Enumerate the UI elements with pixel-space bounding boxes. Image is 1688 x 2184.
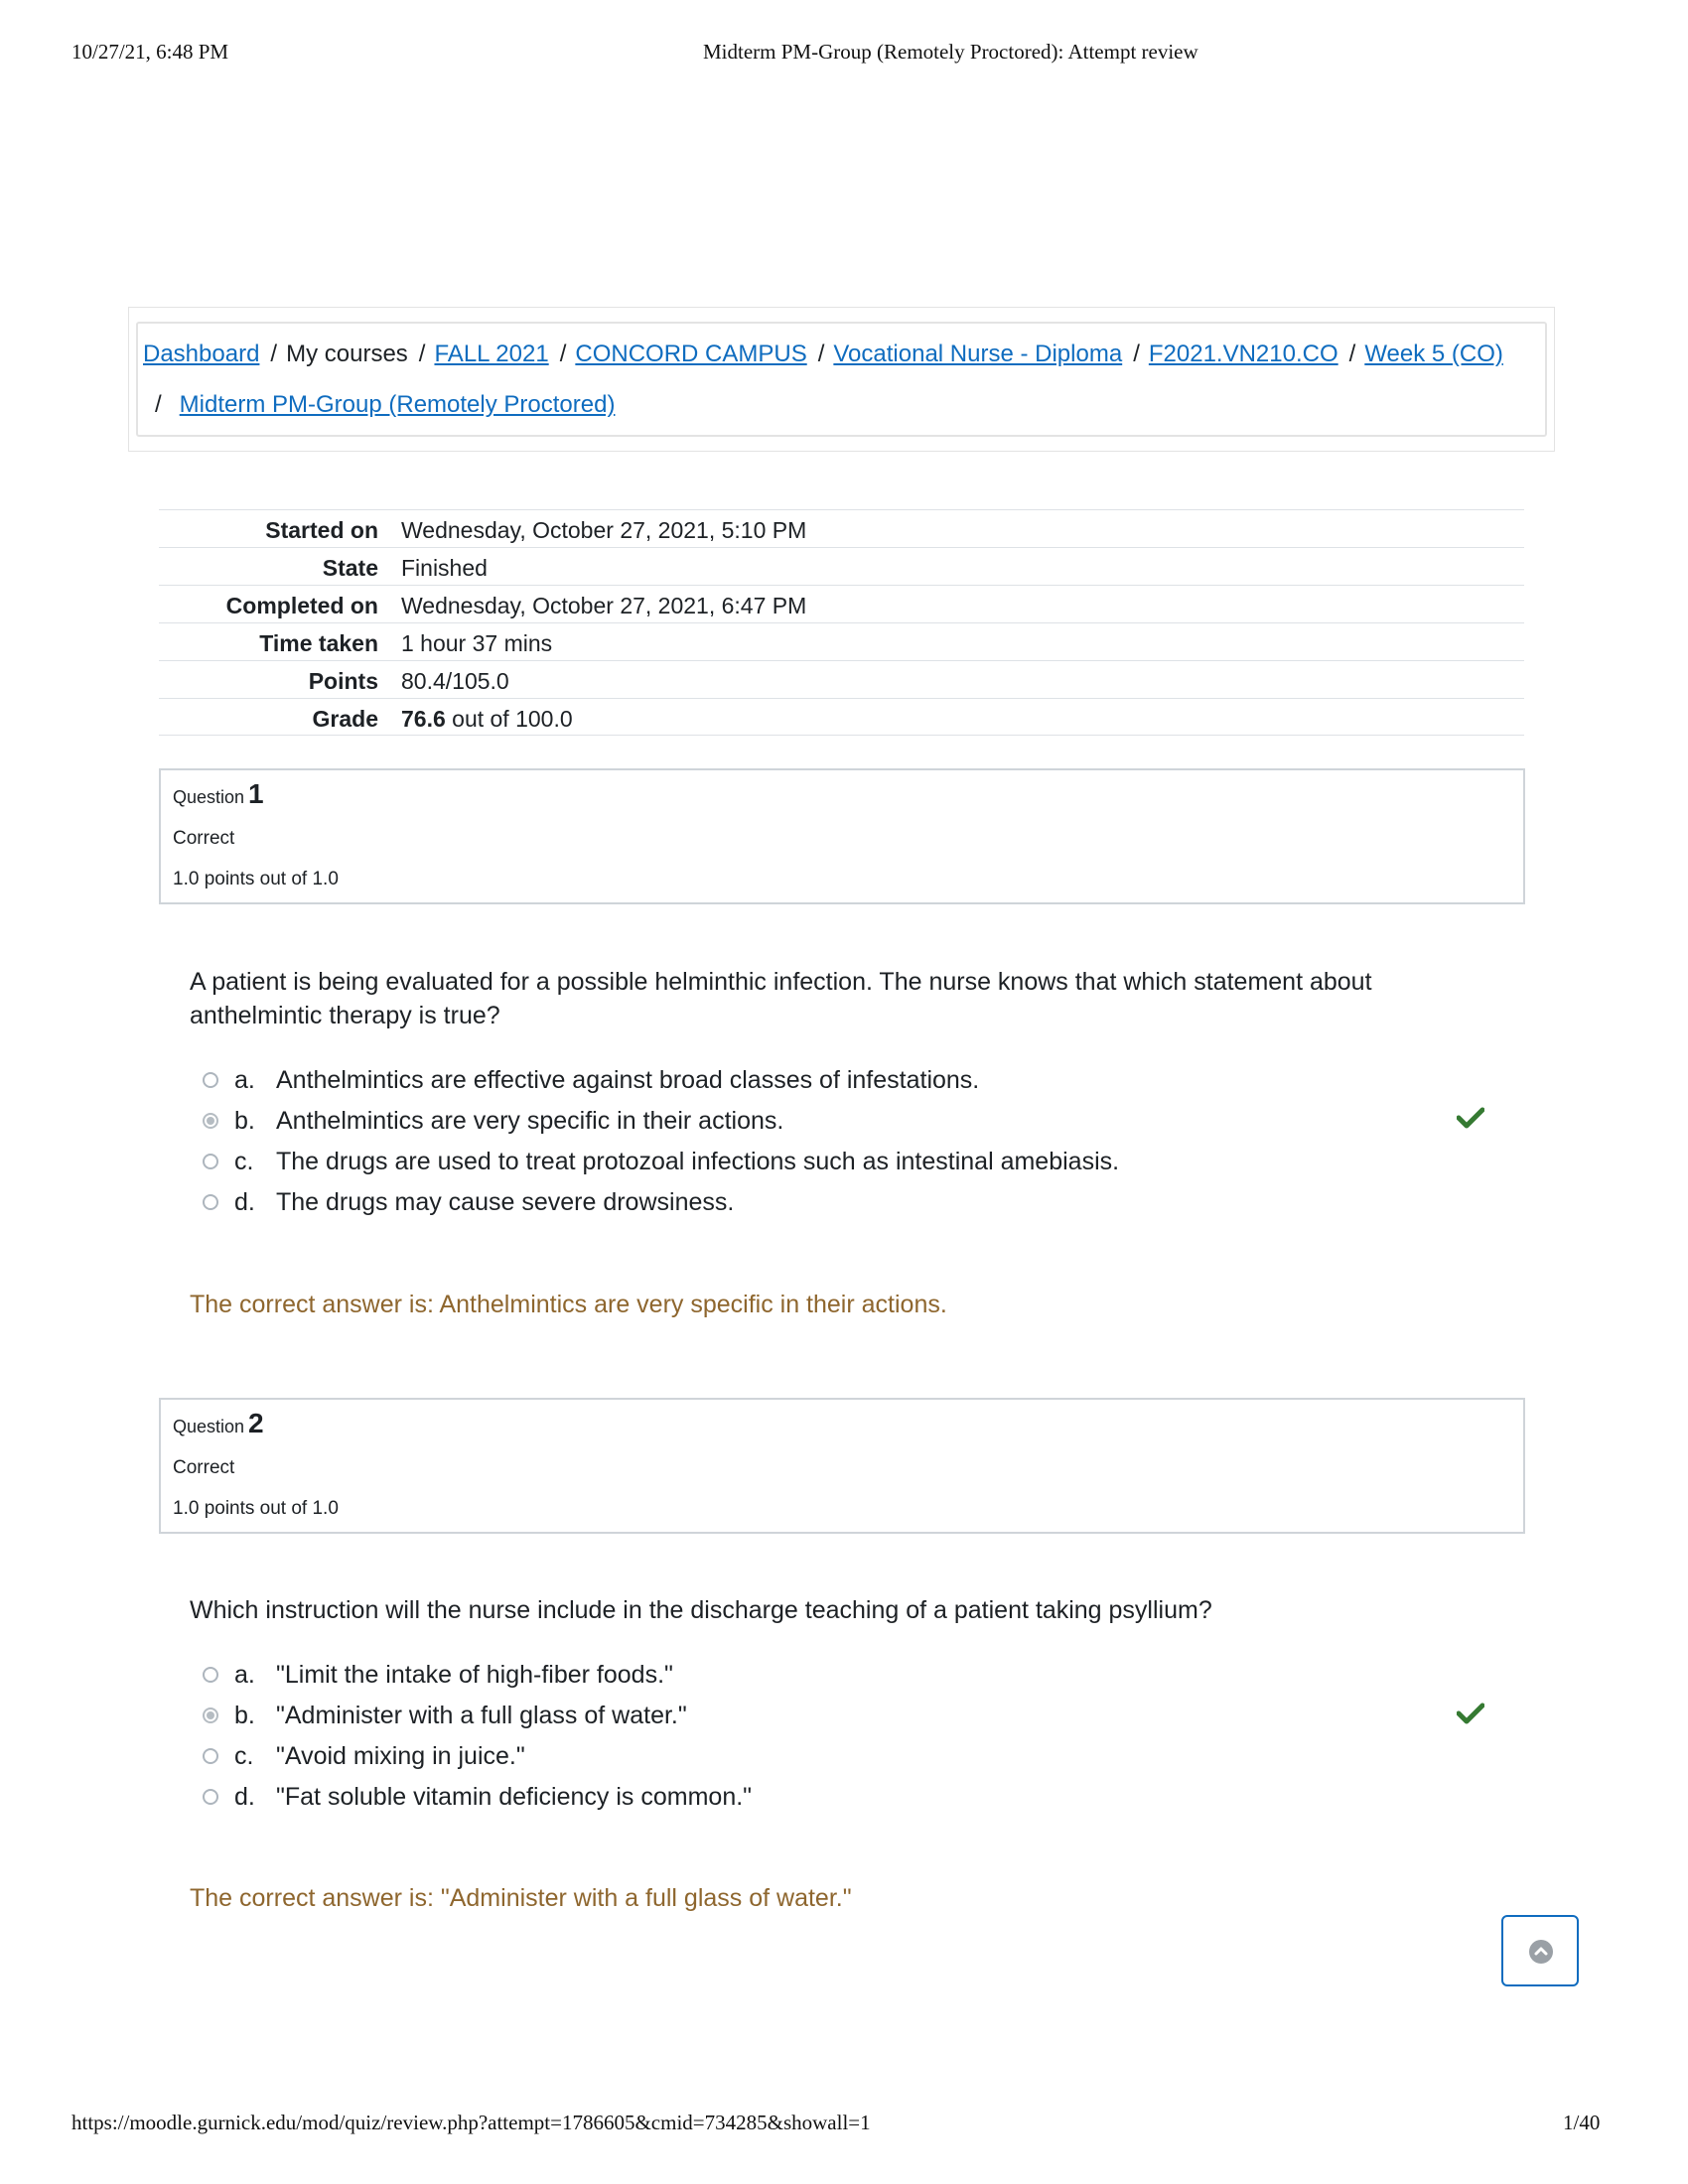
radio-button[interactable] (203, 1748, 218, 1764)
check-icon (1457, 1702, 1484, 1725)
summary-value (401, 706, 573, 733)
print-title: Midterm PM-Group (Remotely Proctored): Attempt review (703, 40, 1198, 64)
question-info-1 (159, 768, 1525, 904)
summary-label: Points (308, 668, 378, 694)
summary-label: Time taken (259, 630, 378, 656)
summary-label: State (322, 555, 378, 581)
grade-value: 76.6 (401, 706, 446, 732)
breadcrumb-my-courses: My courses (286, 341, 408, 367)
summary-row (159, 547, 1524, 585)
back-to-top-button[interactable] (1501, 1915, 1579, 1986)
summary-label: Completed on (225, 593, 378, 618)
question-info-2 (159, 1398, 1525, 1534)
answer-text: Anthelmintics are very specific in their actions. (276, 1107, 784, 1135)
breadcrumb-row-2: / Midterm PM-Group (Remotely Proctored) (155, 391, 616, 418)
breadcrumb-concord-campus[interactable]: CONCORD CAMPUS (575, 341, 807, 367)
question-status: Correct (173, 828, 235, 849)
breadcrumb-box (136, 322, 1547, 437)
answer-text: "Limit the intake of high-fiber foods." (276, 1661, 673, 1689)
summary-label: Started on (265, 517, 378, 543)
summary-row (159, 660, 1524, 698)
question-text: Which instruction will the nurse include in the discharge teaching of a patient taking psyllium? (190, 1596, 1212, 1624)
radio-button[interactable] (203, 1789, 218, 1805)
summary-row (159, 585, 1524, 622)
check-icon (1457, 1106, 1484, 1130)
breadcrumb-dashboard[interactable]: Dashboard (143, 341, 260, 367)
summary-row (159, 509, 1524, 547)
correct-answer-feedback: The correct answer is: "Administer with a full glass of water." (190, 1884, 852, 1912)
breadcrumb-course-code[interactable]: F2021.VN210.CO (1148, 341, 1338, 367)
question-number: Question 1 (173, 778, 264, 809)
question-status: Correct (173, 1457, 235, 1478)
answer-text: "Administer with a full glass of water." (276, 1702, 687, 1729)
correct-answer-feedback: The correct answer is: Anthelmintics are very specific in their actions. (190, 1291, 947, 1318)
answer-text: "Fat soluble vitamin deficiency is common." (276, 1783, 753, 1811)
summary-value: Wednesday, October 27, 2021, 5:10 PM (401, 517, 807, 543)
print-datetime: 10/27/21, 6:48 PM (71, 40, 229, 64)
answer-text: The drugs are used to treat protozoal infections such as intestinal amebiasis. (276, 1148, 1120, 1175)
summary-row (159, 698, 1524, 736)
grade-suffix: out of 100.0 (452, 706, 573, 732)
answer-text: Anthelmintics are effective against broad classes of infestations. (276, 1066, 980, 1094)
chevron-up-glyph (1529, 1940, 1553, 1964)
breadcrumb-week-5[interactable]: Week 5 (CO) (1364, 341, 1503, 367)
question-points: 1.0 points out of 1.0 (173, 1498, 339, 1519)
summary-value: Wednesday, October 27, 2021, 6:47 PM (401, 593, 807, 618)
question-points: 1.0 points out of 1.0 (173, 869, 339, 889)
radio-button[interactable] (203, 1667, 218, 1683)
chevron-up-icon (1529, 1940, 1553, 1964)
summary-value: 1 hour 37 mins (401, 630, 553, 656)
print-url: https://moodle.gurnick.edu/mod/quiz/review.php?attempt=1786605&cmid=734285&showall=1 (71, 2111, 871, 2134)
print-page-number: 1/40 (1563, 2111, 1601, 2134)
summary-value: 80.4/105.0 (401, 668, 509, 694)
radio-button[interactable] (203, 1072, 218, 1088)
summary-label: Grade (312, 706, 378, 732)
breadcrumb-row-1: Dashboard / My courses / FALL 2021 / CONCORD CAMPUS / Vocational Nurse - Diploma / F2021.VN210.CO / Week 5 (CO) (143, 341, 1503, 367)
radio-button[interactable] (203, 1154, 218, 1169)
question-text: A patient is being evaluated for a possible helminthic infection. The nurse knows that which statement about anthelmintic therapy is true? (190, 968, 1372, 1029)
attempt-summary-table (159, 509, 1524, 736)
answer-text: "Avoid mixing in juice." (276, 1742, 525, 1770)
question-number: Question 2 (173, 1408, 264, 1438)
radio-button[interactable] (203, 1194, 218, 1210)
breadcrumb-vocational-nurse[interactable]: Vocational Nurse - Diploma (833, 341, 1123, 367)
breadcrumb-fall-2021[interactable]: FALL 2021 (434, 341, 549, 367)
summary-row (159, 622, 1524, 660)
summary-value: Finished (401, 555, 488, 581)
breadcrumb-midterm[interactable]: Midterm PM-Group (Remotely Proctored) (179, 391, 616, 418)
radio-button-selected[interactable] (203, 1113, 218, 1129)
answer-text: The drugs may cause severe drowsiness. (276, 1188, 735, 1216)
radio-button-selected[interactable] (203, 1707, 218, 1723)
breadcrumb (128, 307, 1555, 452)
